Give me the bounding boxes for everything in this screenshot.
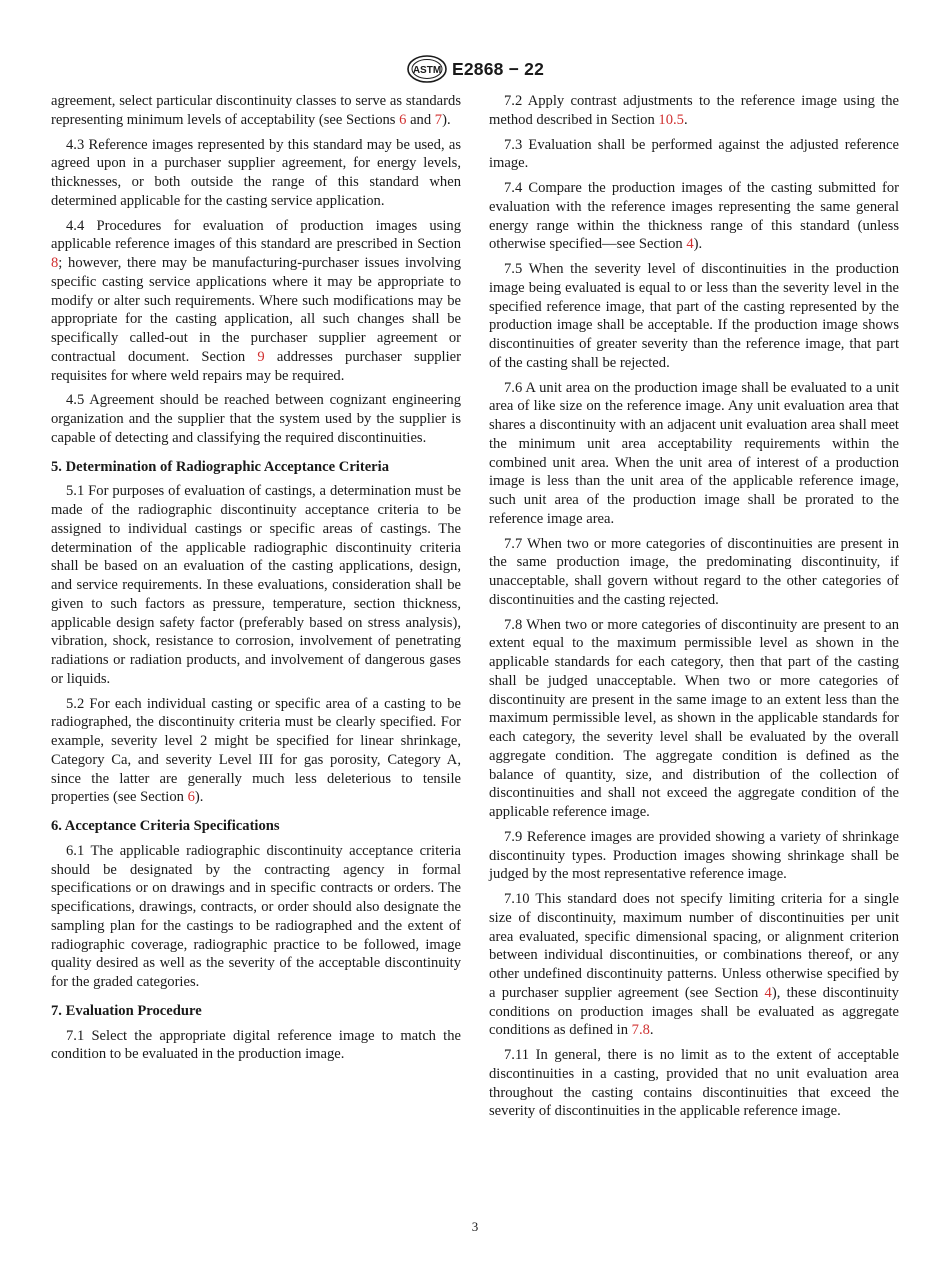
paragraph-7-11: 7.11 In general, there is no limit as to the extent of acceptable discontinuities in a casting, provided that no unit evaluation area throughout the casting contains discontinuities that exceed the severity of discontinuities in the applicable reference image.: [489, 1047, 899, 1120]
section-link-9[interactable]: 9: [257, 348, 265, 365]
paragraph-7-9: 7.9 Reference images are provided showing a variety of shrinkage discontinuity types. Production images showing shrinkage shall be judged by the most representative reference image.: [489, 828, 899, 883]
paragraph-5-1: 5.1 For purposes of evaluation of castings, a determination must be made of the radiographic discontinuity acceptance criteria to be assigned to individual castings or specific areas of castings. The determination of the applicable radiographic discontinuity criteria shall be based on an evaluation of the casting applications, design, and service requirements. In these evaluations, consideration shall be given to such factors as pressure, temperature, section thickness, applicable design safety factor (preferably based on stress analysis), vibration, shock, resistance to corrosion, involvement of penetrating radiations or radiation products, and involvement of dangerous gases or liquids.: [51, 483, 461, 687]
section-link-4[interactable]: 4: [764, 984, 772, 1001]
section-heading-5: 5. Determination of Radiographic Acceptance Criteria: [51, 458, 390, 475]
page-header: [0, 54, 950, 84]
paragraph-7-5: 7.5 When the severity level of discontinuities in the production image being evaluated is equal to or less than the severity level in the specified reference image, that part of the casting represented by the production image shall be acceptable. If the production image shows discontinuities of greater severity than the reference image, that part of the casting shall be rejected.: [489, 261, 899, 371]
section-link-7[interactable]: 7: [434, 111, 443, 128]
paragraph-4-3: 4.3 Reference images represented by this standard may be used, as agreed upon in a purchaser supplier agreement, for energy levels, thicknesses, or both outside the range of this standard when determined applicable for the casting service application.: [51, 136, 461, 209]
left-column: [51, 92, 461, 1070]
section-link-6[interactable]: 6: [187, 789, 195, 806]
document-id: E2868 − 22: [451, 58, 544, 79]
page-number: 3: [471, 1219, 479, 1234]
section-link-6[interactable]: 6: [399, 111, 407, 128]
right-column: [489, 92, 899, 1127]
paragraph-6-1: 6.1 The applicable radiographic discontinuity acceptance criteria should be designated by the contracting agency in formal specifications or on drawings and in specific contracts or orders. The specifications, drawings, contracts, or order should also designate the sampling plan for the castings to be radiographed and the extent of radiographic coverage, radiographic practice to be followed, image quality desired as well as the severity of the acceptable discontinuity for the graded categories.: [51, 842, 461, 990]
astm-logo-icon: [406, 54, 448, 84]
paragraph-7-7: 7.7 When two or more categories of discontinuities are present in the same production image, the predominating discontinuity, if unacceptable, shall govern without regard to the other categories of discontinuities and the casting rejected.: [489, 535, 899, 608]
section-link-8[interactable]: 8: [51, 255, 59, 271]
paragraph-7-3: 7.3 Evaluation shall be performed against the adjusted reference image.: [489, 136, 899, 172]
section-link-7-8[interactable]: 7.8: [631, 1022, 650, 1039]
section-heading-6: 6. Acceptance Criteria Specifications: [51, 818, 280, 834]
paragraph-7-4: 7.4 Compare the production images of the casting submitted for evaluation with the reference images representing the same general energy range within the thickness range of this standard (unless otherwise specified—see Section 4).: [489, 180, 899, 253]
paragraph-4-4: 4.4 Procedures for evaluation of production images using applicable reference images of this standard are prescribed in Section 8; however, there may be manufacturing-purchaser issues involving specific casting service applications where it may be appropriate to modify or alter such requirements. Where such modifications may be appropriate for the casting application, all such changes shall be specifically called-out in the purchaser supplier agreement or contractual document. Section 9 addresses purchaser supplier requisites for where weld repairs may be required.: [51, 217, 461, 384]
paragraph-7-6: 7.6 A unit area on the production image shall be evaluated to a unit area of like size on the reference image. Any unit evaluation area that shares a discontinuity with an adjacent unit evaluation area shall meet the minimum unit area acceptability requirements within the combined unit area. When the unit area of interest of a production image is less than the unit area of the applicable reference image, such unit area of the production image shall be prorated to the reference image area.: [489, 379, 899, 527]
section-link-4[interactable]: 4: [686, 236, 694, 253]
paragraph-4-2-continued: agreement, select particular discontinuity classes to serve as standards representing minimum levels of acceptability (see Sections 6 and 7).: [51, 93, 461, 128]
paragraph-4-5: 4.5 Agreement should be reached between cognizant engineering organization and the supplier that the system used by the supplier is capable of detecting and classifying the required discontinuities.: [51, 392, 461, 446]
astm-logo-text: ASTM: [412, 65, 442, 76]
section-link-10-5[interactable]: 10.5: [658, 111, 684, 128]
paragraph-7-8: 7.8 When two or more categories of discontinuity are present to an extent equal to the maximum permissible level as shown in the applicable standards for each category, then that part of the casting shall be judged unacceptable. When two or more categories of discontinuity are present in the same image to an extent less than the maximum permissible level, as shown in the applicable standards for each category, the severity level shall be evaluated by the overall aggregate condition. The aggregate condition is defined as the balance of quantity, size, and distribution of the collection of discontinuities and shall not exceed the aggregate condition of the applicable reference image.: [489, 616, 899, 820]
section-heading-7: 7. Evaluation Procedure: [51, 1002, 202, 1019]
paragraph-7-1: 7.1 Select the appropriate digital reference image to match the condition to be evaluated in the production image.: [51, 1027, 461, 1063]
paragraph-7-2: 7.2 Apply contrast adjustments to the reference image using the method described in Section 10.5.: [489, 93, 899, 128]
paragraph-7-10: 7.10 This standard does not specify limiting criteria for a single size of discontinuity, maximum number of discontinuities per unit area evaluated, specific dimensional spacing, or alignment criterion between individual discontinuities, or combinations thereof, or any other undefined discontinuity patterns. Unless otherwise specified by a purchaser supplier agreement (see Section 4), these discontinuity conditions on production images shall be evaluated as aggregate conditions as defined in 7.8.: [489, 891, 899, 1039]
paragraph-5-2: 5.2 For each individual casting or specific area of a casting to be radiographed, the discontinuity criteria must be clearly specified. For example, severity level 2 might be specified for linear shrinkage, Category Ca, and severity Level III for gas porosity, Category A, since the latter are generally much less deleterious to tensile properties (see Section 6).: [51, 695, 461, 806]
